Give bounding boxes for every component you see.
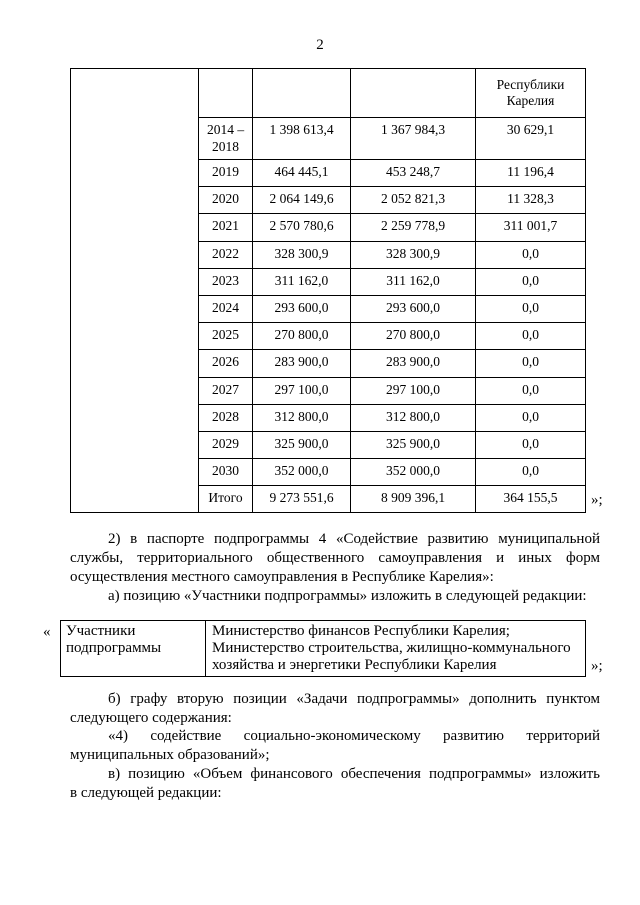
empty-header-cell (351, 69, 476, 118)
value-cell: 312 800,0 (351, 404, 476, 431)
empty-header-cell (199, 69, 253, 118)
total-value-cell: 9 273 551,6 (253, 486, 351, 513)
participants-table (60, 620, 586, 677)
text-line: в следующей редакции: (70, 784, 222, 801)
value-cell: 311 001,7 (476, 214, 586, 241)
year-cell: 2020 (199, 187, 253, 214)
value-cell: 311 162,0 (253, 268, 351, 295)
text-line: в) позицию «Объем финансового обеспечения подпрограммы» изложить (108, 765, 600, 782)
value-cell: 270 800,0 (253, 323, 351, 350)
empty-header-cell (253, 69, 351, 118)
value-cell: 11 328,3 (476, 187, 586, 214)
value-cell: 2 052 821,3 (351, 187, 476, 214)
label-line: подпрограммы (66, 640, 162, 656)
financing-table (70, 68, 586, 513)
participants-closing-quote: »; (591, 658, 603, 674)
paragraph-block-2 (70, 690, 600, 802)
year-cell: 2029 (199, 431, 253, 458)
paragraph-block-1 (70, 530, 600, 606)
value-cell: 0,0 (476, 459, 586, 486)
value-cell: 352 000,0 (351, 459, 476, 486)
value-cell: 2 259 778,9 (351, 214, 476, 241)
value-cell: 0,0 (476, 404, 586, 431)
value-cell: 325 900,0 (351, 431, 476, 458)
table-closing-quote: »; (591, 492, 603, 508)
value-line: Министерство финансов Республики Карелия; (212, 623, 510, 639)
participants-row (61, 621, 586, 677)
value-cell: 293 600,0 (351, 295, 476, 322)
value-cell: 464 445,1 (253, 160, 351, 187)
year-cell: 2024 (199, 295, 253, 322)
value-cell: 293 600,0 (253, 295, 351, 322)
value-cell: 11 196,4 (476, 160, 586, 187)
value-cell: 297 100,0 (351, 377, 476, 404)
value-cell: 1 398 613,4 (253, 118, 351, 160)
page-number: 2 (316, 37, 324, 53)
year-cell: 2022 (199, 241, 253, 268)
value-cell: 2 570 780,6 (253, 214, 351, 241)
value-line: Министерство строительства, жилищно-коммунального (212, 640, 571, 656)
year-cell: 2019 (199, 160, 253, 187)
year-cell: 2027 (199, 377, 253, 404)
value-cell: 453 248,7 (351, 160, 476, 187)
table-header-row (71, 69, 586, 118)
value-cell: 283 900,0 (253, 350, 351, 377)
value-cell: 0,0 (476, 268, 586, 295)
participants-value-cell (206, 621, 586, 677)
header-line: Республики (496, 76, 565, 92)
text-line: б) графу вторую позиции «Задачи подпрограммы» дополнить пунктом (108, 691, 600, 707)
year-cell: 2021 (199, 214, 253, 241)
text-line: 2) в паспорте подпрограммы 4 «Содействие развитию муниципальной (108, 531, 600, 547)
value-cell: 0,0 (476, 377, 586, 404)
total-label-cell: Итого (199, 486, 253, 513)
year-cell: 2026 (199, 350, 253, 377)
value-cell: 325 900,0 (253, 431, 351, 458)
year-cell: 2014 – 2018 (199, 118, 253, 160)
value-cell: 0,0 (476, 431, 586, 458)
value-cell: 270 800,0 (351, 323, 476, 350)
year-cell: 2030 (199, 459, 253, 486)
text-line: службы, территориального общественного самоуправления и иных форм (70, 550, 600, 566)
year-cell: 2028 (199, 404, 253, 431)
value-cell: 0,0 (476, 241, 586, 268)
participants-opening-quote: « (43, 624, 51, 640)
value-cell: 283 900,0 (351, 350, 476, 377)
last-column-header (476, 69, 586, 118)
text-line: муниципальных образований»; (70, 747, 270, 764)
value-cell: 311 162,0 (351, 268, 476, 295)
value-cell: 0,0 (476, 323, 586, 350)
text-line: «4) содействие социально-экономическому развитию территорий (108, 728, 600, 745)
year-cell: 2025 (199, 323, 253, 350)
value-cell: 297 100,0 (253, 377, 351, 404)
value-cell: 352 000,0 (253, 459, 351, 486)
value-cell: 312 800,0 (253, 404, 351, 431)
total-value-cell: 8 909 396,1 (351, 486, 476, 513)
total-value-cell: 364 155,5 (476, 486, 586, 513)
value-line: хозяйства и энергетики Республики Карелия (212, 657, 497, 673)
label-line: Участники (66, 623, 136, 639)
value-cell: 0,0 (476, 295, 586, 322)
value-cell: 1 367 984,3 (351, 118, 476, 160)
value-cell: 328 300,9 (351, 241, 476, 268)
year-cell: 2023 (199, 268, 253, 295)
participants-label-cell (61, 621, 206, 677)
value-cell: 328 300,9 (253, 241, 351, 268)
merged-blank-cell (71, 69, 199, 513)
text-line: осуществления местного самоуправления в Республике Карелия»: (70, 569, 494, 585)
value-cell: 2 064 149,6 (253, 187, 351, 214)
header-line: Карелия (506, 93, 555, 108)
value-cell: 30 629,1 (476, 118, 586, 160)
text-line: следующего содержания: (70, 709, 232, 726)
value-cell: 0,0 (476, 350, 586, 377)
item-a-line: а) позицию «Участники подпрограммы» изложить в следующей редакции: (108, 588, 587, 604)
